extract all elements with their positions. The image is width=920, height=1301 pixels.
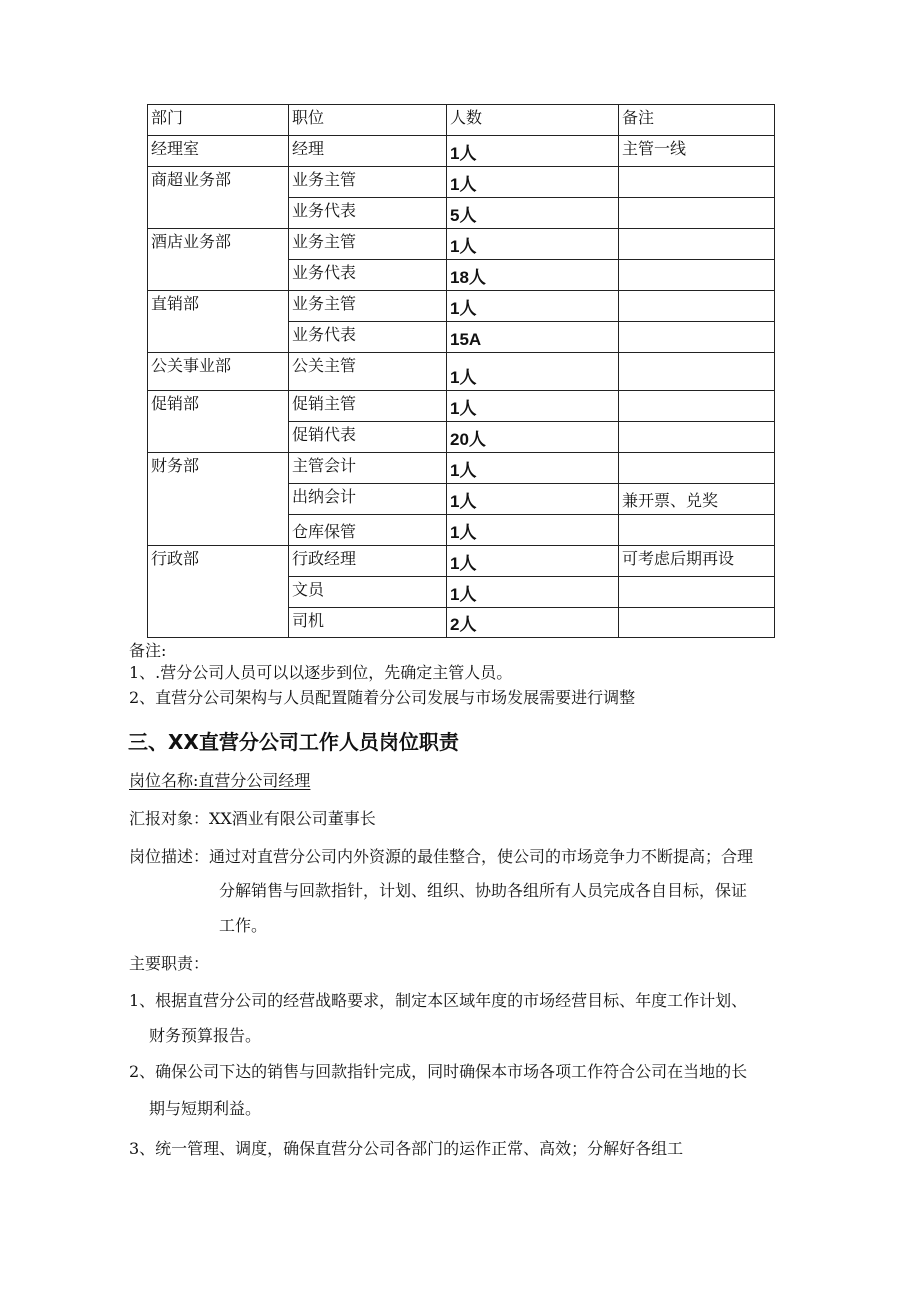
position-cell: 业务主管 (289, 167, 447, 198)
position-cell: 促销主管 (289, 391, 447, 422)
count-cell: 1人 (447, 167, 619, 198)
position-cell: 促销代表 (289, 422, 447, 453)
count-cell: 2人 (447, 608, 619, 638)
post-name-label: 岗位名称: (129, 771, 199, 790)
position-cell: 仓库保管 (289, 515, 447, 546)
position-cell: 主管会计 (289, 453, 447, 484)
dept-cell: 行政部 (148, 546, 289, 638)
header-count: 人数 (447, 105, 619, 136)
position-cell: 业务主管 (289, 229, 447, 260)
dept-cell: 经理室 (148, 136, 289, 167)
dept-cell: 直销部 (148, 291, 289, 353)
note-item-2: 2、直营分公司架构与人员配置随着分公司发展与市场发展需要进行调整 (129, 688, 636, 707)
position-cell: 业务代表 (289, 322, 447, 353)
count-cell: 1人 (447, 546, 619, 577)
note-cell (619, 198, 775, 229)
note-cell (619, 391, 775, 422)
note-item-1: 1、.营分公司人员可以以逐步到位，先确定主管人员。 (129, 663, 513, 682)
position-cell: 业务主管 (289, 291, 447, 322)
note-cell (619, 291, 775, 322)
position-cell: 司机 (289, 608, 447, 638)
notes-heading: 备注: (129, 641, 167, 660)
dept-cell: 商超业务部 (148, 167, 289, 229)
note-cell (619, 577, 775, 608)
note-cell (619, 167, 775, 198)
count-cell: 1人 (447, 291, 619, 322)
note-cell (619, 353, 775, 391)
note-cell: 兼开票、兑奖 (619, 484, 775, 515)
position-cell: 公关主管 (289, 353, 447, 391)
table-row (148, 229, 775, 260)
note-cell (619, 260, 775, 291)
table-row (148, 453, 775, 484)
note-cell (619, 422, 775, 453)
description-line-1: 岗位描述：通过对直营分公司内外资源的最佳整合，使公司的市场竞争力不断提高；合理 (129, 847, 754, 866)
count-cell: 20人 (447, 422, 619, 453)
note-cell (619, 608, 775, 638)
duty-item-2-line-1: 2、确保公司下达的销售与回款指针完成，同时确保本市场各项工作符合公司在当地的长 (129, 1062, 748, 1081)
post-name-line (129, 768, 310, 791)
count-cell: 1人 (447, 515, 619, 546)
table-row (148, 353, 775, 391)
dept-cell: 财务部 (148, 453, 289, 546)
table-row (148, 167, 775, 198)
dept-cell: 促销部 (148, 391, 289, 453)
duty-item-3-line-1: 3、统一管理、调度，确保直营分公司各部门的运作正常、高效；分解好各组工 (129, 1139, 684, 1158)
duty-item-2-line-2: 期与短期利益。 (149, 1099, 262, 1118)
table-row (148, 291, 775, 322)
position-cell: 经理 (289, 136, 447, 167)
dept-cell: 公关事业部 (148, 353, 289, 391)
note-cell (619, 453, 775, 484)
duty-item-1-line-2: 财务预算报告。 (149, 1026, 262, 1045)
description-line-2: 分解销售与回款指针，计划、组织、协助各组所有人员完成各自目标，保证 (219, 881, 748, 900)
description-line-3: 工作。 (219, 916, 268, 935)
report-to-line: 汇报对象：XX酒业有限公司董事长 (129, 809, 376, 828)
duty-item-1-line-1: 1、根据直营分公司的经营战略要求，制定本区域年度的市场经营目标、年度工作计划、 (129, 991, 748, 1010)
count-cell: 1人 (447, 353, 619, 391)
dept-cell: 酒店业务部 (148, 229, 289, 291)
header-note: 备注 (619, 105, 775, 136)
section-title: 三、XX直营分公司工作人员岗位职责 (128, 730, 459, 754)
note-cell (619, 322, 775, 353)
table-row (148, 136, 775, 167)
post-name-value: 直营分公司经理 (198, 771, 311, 790)
note-cell: 可考虑后期再设 (619, 546, 775, 577)
table-header-row (148, 105, 775, 136)
count-cell: 1人 (447, 391, 619, 422)
count-cell: 1人 (447, 136, 619, 167)
position-cell: 文员 (289, 577, 447, 608)
count-cell: 1人 (447, 577, 619, 608)
table-row (148, 391, 775, 422)
table-row (148, 546, 775, 577)
header-dept: 部门 (148, 105, 289, 136)
count-cell: 5人 (447, 198, 619, 229)
position-cell: 业务代表 (289, 260, 447, 291)
staffing-table (147, 104, 775, 638)
position-cell: 出纳会计 (289, 484, 447, 515)
position-cell: 行政经理 (289, 546, 447, 577)
duties-heading: 主要职责： (129, 954, 210, 973)
position-cell: 业务代表 (289, 198, 447, 229)
header-position: 职位 (289, 105, 447, 136)
note-cell: 主管一线 (619, 136, 775, 167)
count-cell: 18人 (447, 260, 619, 291)
count-cell: 1人 (447, 229, 619, 260)
count-cell: 1人 (447, 453, 619, 484)
count-cell: 15A (447, 322, 619, 353)
count-cell: 1人 (447, 484, 619, 515)
note-cell (619, 515, 775, 546)
note-cell (619, 229, 775, 260)
